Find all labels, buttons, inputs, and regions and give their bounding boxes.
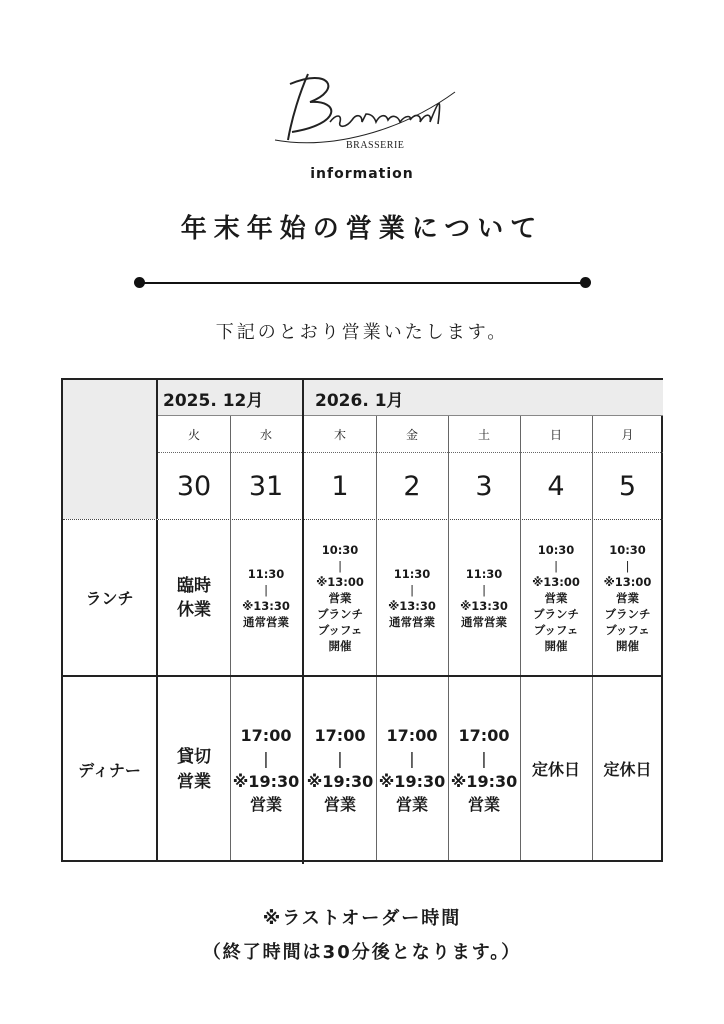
lunch-note: 営業 bbox=[616, 590, 639, 605]
dinner-start: 17:00 bbox=[240, 725, 292, 745]
lunch-note: 開催 bbox=[328, 638, 352, 653]
month-label-jan: 2026. 1月 bbox=[315, 390, 404, 411]
day-number: 5 bbox=[618, 470, 637, 502]
dinner-sep: | bbox=[337, 748, 343, 768]
lunch-start: 10:30 bbox=[537, 542, 575, 557]
table-corner bbox=[63, 380, 158, 519]
dinner-note: 営業 bbox=[323, 794, 356, 814]
dinner-end: ※19:30 bbox=[306, 771, 374, 791]
day-number: 4 bbox=[547, 470, 565, 502]
day-number: 2 bbox=[403, 470, 421, 502]
lunch-text: 休業 bbox=[177, 599, 211, 620]
lunch-note: 開催 bbox=[544, 638, 568, 653]
page-title: 年末年始の営業について bbox=[180, 214, 544, 244]
month-label-dec: 2025. 12月 bbox=[163, 390, 264, 411]
dinner-end: ※19:30 bbox=[232, 771, 300, 791]
dow-cell: 金 bbox=[376, 416, 448, 453]
footer-note-closing: （終了時間は30分後となります。） bbox=[202, 942, 522, 963]
lunch-text: 臨時 bbox=[177, 575, 211, 596]
dinner-start: 17:00 bbox=[314, 725, 366, 745]
lunch-note: ブランチ bbox=[317, 606, 363, 621]
dinner-end: ※19:30 bbox=[378, 771, 446, 791]
dinner-cell bbox=[376, 677, 448, 862]
dinner-cell bbox=[158, 677, 230, 862]
dinner-start: 17:00 bbox=[386, 725, 438, 745]
schedule-table bbox=[61, 378, 663, 862]
dow-cell: 日 bbox=[520, 416, 592, 453]
brand-logo-script bbox=[270, 62, 460, 152]
lunch-note: ブランチ bbox=[533, 606, 579, 621]
lunch-note: ブッフェ bbox=[317, 622, 363, 637]
dinner-cell bbox=[230, 677, 302, 862]
dow-cell: 水 bbox=[230, 416, 302, 453]
intro-text: 下記のとおり営業いたします。 bbox=[215, 322, 509, 343]
lunch-cell bbox=[304, 520, 376, 675]
dow-cell: 月 bbox=[592, 416, 663, 453]
dinner-cell bbox=[520, 677, 592, 862]
divider-line bbox=[140, 282, 586, 284]
dow-cell: 木 bbox=[304, 416, 376, 453]
dinner-sep: | bbox=[409, 748, 415, 768]
dinner-note: 営業 bbox=[467, 794, 500, 814]
lunch-note: 営業 bbox=[544, 590, 568, 605]
lunch-cell bbox=[592, 520, 663, 675]
dinner-text: 営業 bbox=[177, 771, 211, 792]
lunch-cell bbox=[376, 520, 448, 675]
dinner-cell bbox=[448, 677, 520, 862]
lunch-sep: | bbox=[264, 582, 268, 597]
lunch-end: ※13:00 bbox=[532, 574, 580, 589]
divider-dot-left bbox=[134, 277, 145, 288]
lunch-start: 10:30 bbox=[321, 542, 359, 557]
lunch-note: ブランチ bbox=[604, 606, 651, 621]
lunch-sep: | bbox=[410, 582, 414, 597]
row-label-lunch: ランチ bbox=[63, 520, 158, 675]
day-number: 1 bbox=[331, 470, 349, 502]
brand-small-label: BRASSERIE bbox=[346, 140, 405, 151]
lunch-start: 10:30 bbox=[609, 542, 646, 557]
lunch-cell bbox=[158, 520, 230, 675]
lunch-note: 通常営業 bbox=[243, 614, 289, 629]
lunch-note: ブッフェ bbox=[533, 622, 579, 637]
day-number: 31 bbox=[248, 470, 284, 502]
lunch-end: ※13:00 bbox=[316, 574, 364, 589]
dinner-start: 17:00 bbox=[458, 725, 510, 745]
lunch-cell bbox=[520, 520, 592, 675]
lunch-cell bbox=[448, 520, 520, 675]
information-label: information bbox=[310, 166, 414, 182]
lunch-note: 通常営業 bbox=[389, 614, 435, 629]
lunch-sep: | bbox=[554, 558, 558, 573]
dinner-end: ※19:30 bbox=[450, 771, 518, 791]
dinner-cell bbox=[304, 677, 376, 862]
lunch-cell bbox=[230, 520, 302, 675]
dinner-cell bbox=[592, 677, 663, 862]
dinner-note: 営業 bbox=[395, 794, 428, 814]
lunch-end: ※13:30 bbox=[242, 598, 290, 613]
lunch-end: ※13:30 bbox=[388, 598, 436, 613]
day-number: 30 bbox=[176, 470, 212, 502]
row-label-dinner: ディナー bbox=[63, 677, 158, 862]
dow-cell: 土 bbox=[448, 416, 520, 453]
day-number: 3 bbox=[475, 470, 493, 502]
lunch-note: 開催 bbox=[616, 638, 639, 653]
lunch-note: 通常営業 bbox=[461, 614, 507, 629]
dow-cell: 火 bbox=[158, 416, 230, 453]
lunch-end: ※13:30 bbox=[460, 598, 508, 613]
lunch-start: 11:30 bbox=[393, 566, 431, 581]
dinner-closed: 定休日 bbox=[603, 760, 652, 779]
lunch-note: 営業 bbox=[328, 590, 352, 605]
lunch-sep: | bbox=[625, 558, 630, 573]
lunch-start: 11:30 bbox=[247, 566, 285, 581]
dinner-note: 営業 bbox=[249, 794, 282, 814]
lunch-start: 11:30 bbox=[465, 566, 503, 581]
lunch-sep: | bbox=[338, 558, 342, 573]
divider-dot-right bbox=[580, 277, 591, 288]
dinner-text: 貸切 bbox=[177, 746, 211, 767]
lunch-note: ブッフェ bbox=[605, 622, 650, 637]
dinner-closed: 定休日 bbox=[531, 760, 580, 779]
dinner-sep: | bbox=[263, 748, 269, 768]
footer-note-last-order: ※ラストオーダー時間 bbox=[262, 908, 462, 929]
lunch-end: ※13:00 bbox=[603, 574, 652, 589]
dinner-sep: | bbox=[481, 748, 487, 768]
lunch-sep: | bbox=[482, 582, 486, 597]
brand-logo bbox=[0, 62, 724, 152]
